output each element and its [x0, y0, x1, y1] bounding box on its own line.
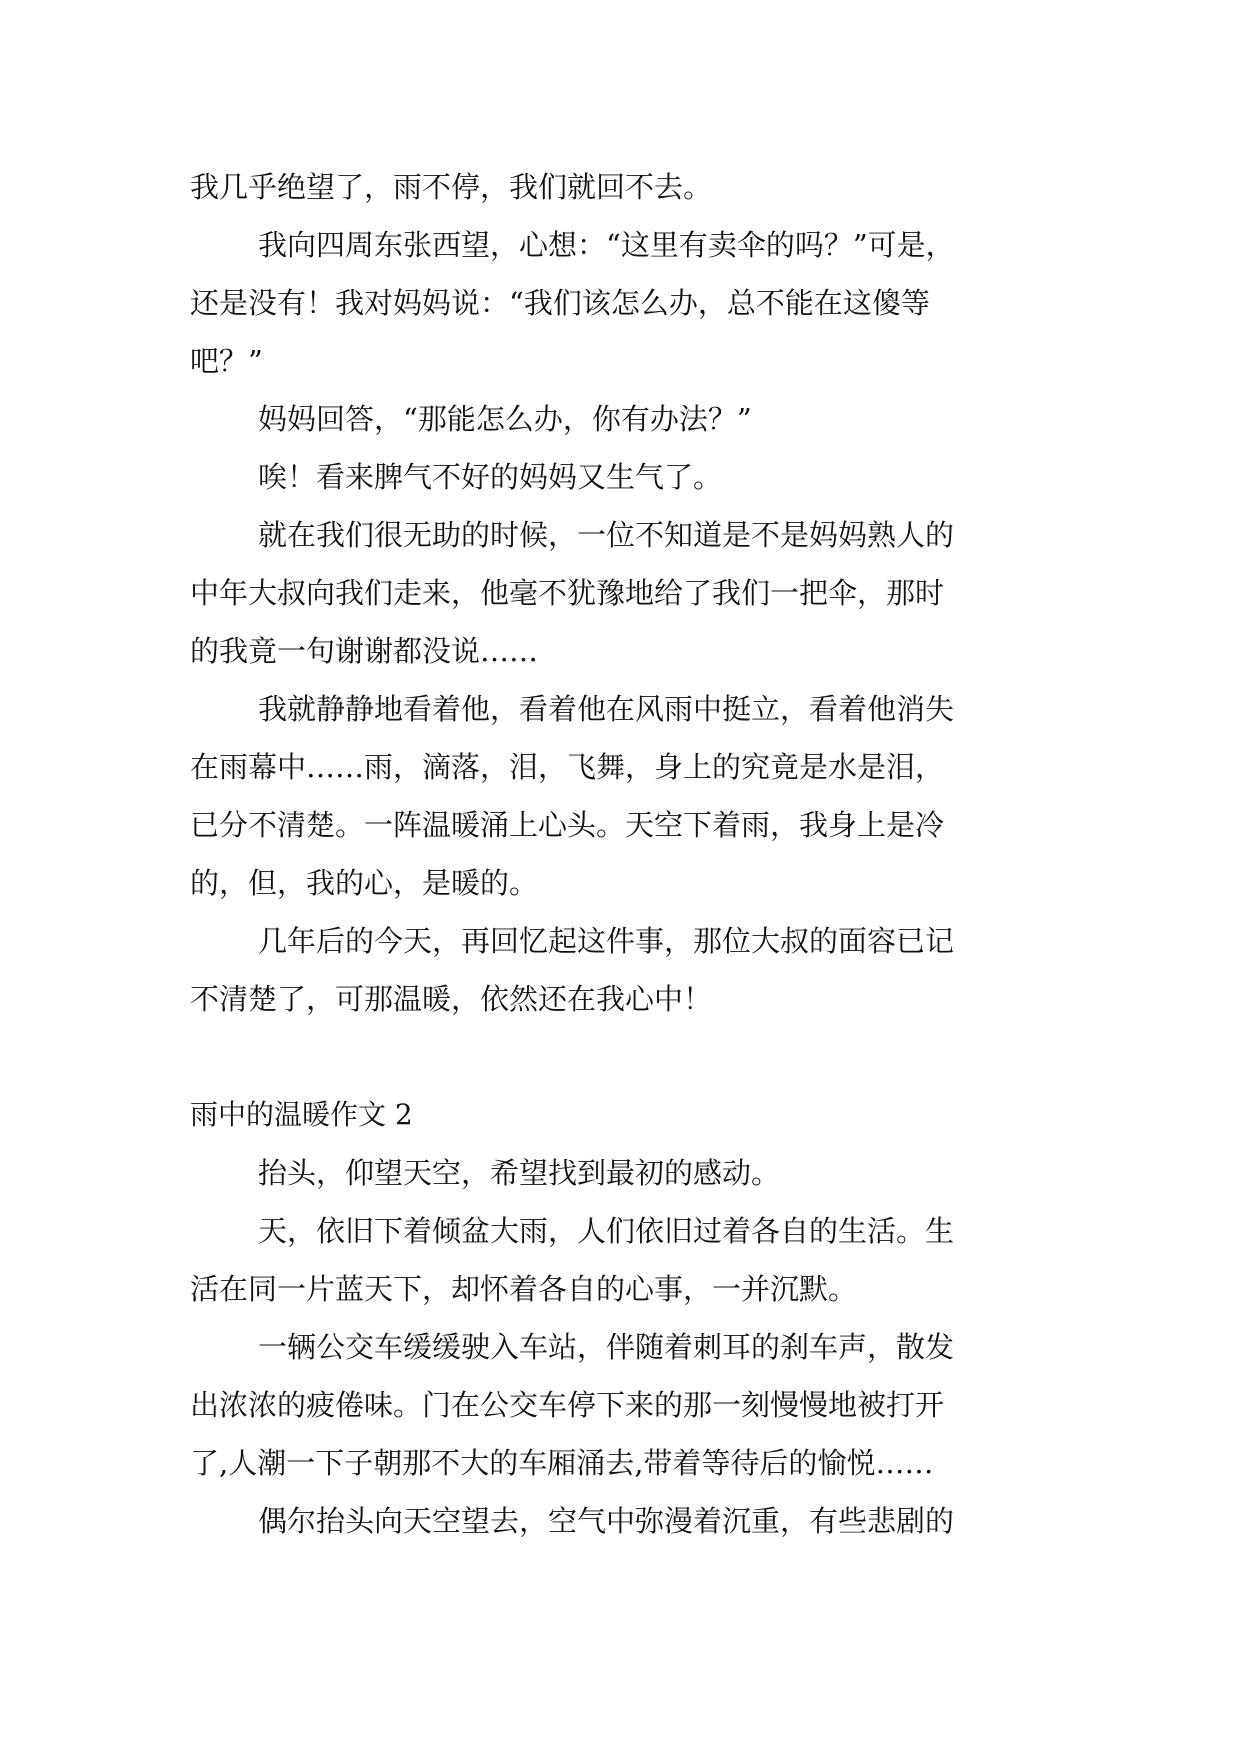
paragraph-line: 我向四周东张西望，心想：“这里有卖伞的吗？”可是，	[258, 228, 955, 262]
paragraph-line: 几年后的今天，再回忆起这件事，那位大叔的面容已记	[258, 924, 955, 958]
paragraph-line: 我几乎绝望了，雨不停，我们就回不去。	[190, 170, 713, 204]
section-gap	[190, 1028, 1066, 1086]
section-title: 雨中的温暖作文 2	[190, 1098, 413, 1131]
paragraph-line: 天，依旧下着倾盆大雨，人们依旧过着各自的生活。生	[258, 1214, 955, 1248]
paragraph-line: 就在我们很无助的时候，一位不知道是不是妈妈熟人的	[258, 518, 955, 552]
paragraph-line: 我就静静地看着他，看着他在风雨中挺立，看着他消失	[258, 692, 955, 726]
paragraph-line: 吧？”	[190, 344, 263, 378]
paragraph-line: 出浓浓的疲倦味。门在公交车停下来的那一刻慢慢地被打开	[190, 1388, 945, 1422]
paragraph-line: 偶尔抬头向天空望去，空气中弥漫着沉重，有些悲剧的	[258, 1504, 955, 1538]
paragraph-line: 已分不清楚。一阵温暖涌上心头。天空下着雨，我身上是冷	[190, 808, 945, 842]
paragraph-line: 活在同一片蓝天下，却怀着各自的心事，一并沉默。	[190, 1272, 858, 1306]
paragraph-line: 了,人潮一下子朝那不大的车厢涌去,带着等待后的愉悦……	[190, 1446, 934, 1480]
paragraph-line: 妈妈回答，“那能怎么办，你有办法？”	[258, 402, 752, 436]
paragraph-line: 中年大叔向我们走来，他毫不犹豫地给了我们一把伞，那时	[190, 576, 945, 610]
paragraph-line: 一辆公交车缓缓驶入车站，伴随着刺耳的刹车声，散发	[258, 1330, 955, 1364]
paragraph-line: 不清楚了，可那温暖，依然还在我心中！	[190, 982, 713, 1016]
paragraph-line: 抬头，仰望天空，希望找到最初的感动。	[258, 1156, 781, 1190]
essay-body	[190, 158, 1066, 1550]
paragraph-line: 的我竟一句谢谢都没说……	[190, 634, 539, 668]
paragraph-line: 的，但，我的心，是暖的。	[190, 866, 539, 900]
paragraph-line: 在雨幕中……雨，滴落，泪，飞舞，身上的究竟是水是泪，	[190, 750, 945, 784]
paragraph-line: 还是没有！我对妈妈说：“我们该怎么办，总不能在这傻等	[190, 286, 930, 320]
paragraph-line: 唉！看来脾气不好的妈妈又生气了。	[258, 460, 723, 494]
